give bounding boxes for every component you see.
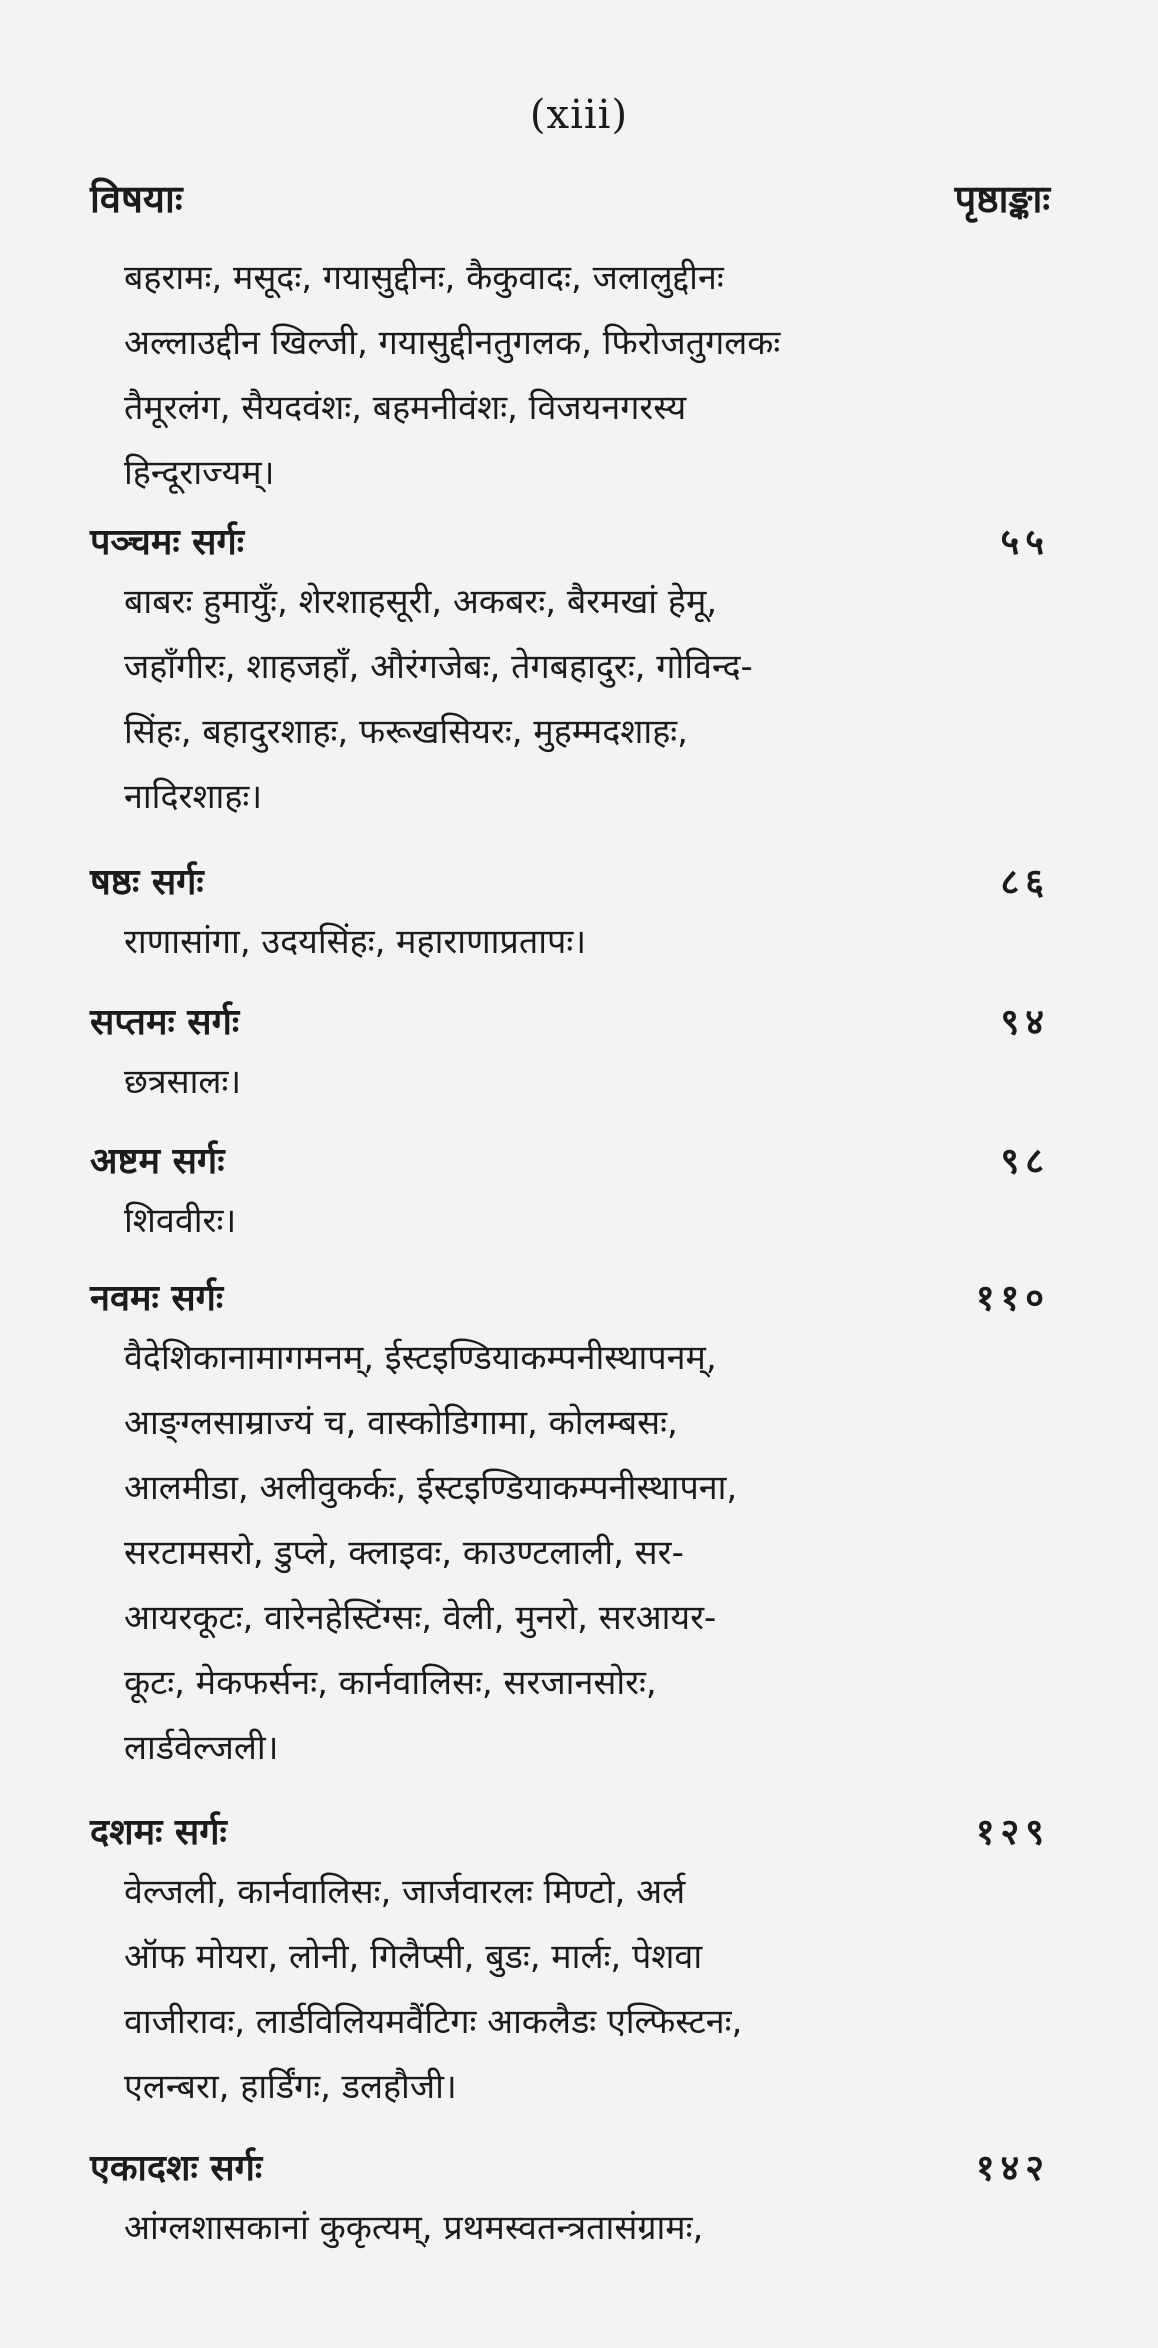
toc-entry <box>90 1272 1050 1781</box>
entry-heading <box>90 996 1050 1050</box>
entry-topics: बाबरः हुमायुँः, शेरशाहसूरी, अकबरः, बैरमखां हेमू, जहाँगीरः, शाहजहाँ, औरंगजेबः, तेगबहादुरः, गोविन्द- सिंहः, बहादुरशाहः, फरूखसियरः, मुहम्मदशाहः, नादिरशाहः। <box>124 582 753 817</box>
toc-entry <box>90 2142 1050 2261</box>
entry-topics: आंग्लशासकानां कुकृत्यम्, प्रथमस्वतन्त्रतासंग्रामः, <box>124 2208 704 2248</box>
entry-topics: राणासांगा, उदयसिंहः, महाराणाप्रतापः। <box>124 922 587 962</box>
entry-topics: बहरामः, मसूदः, गयासुद्दीनः, कैकुवादः, जलालुद्दीनः अल्लाउद्दीन खिल्जी, गयासुद्दीनतुगलक, फिरोजतुगलकः तैमूरलंग, सैयदवंशः, बहमनीवंशः, विजयनगरस्य हिन्दूराज्यम्। <box>124 258 781 493</box>
entry-heading <box>90 1806 1050 1860</box>
subjects-heading: विषयाः <box>90 177 183 221</box>
entry-page-number: ९८ <box>1000 1141 1050 1182</box>
entry-topics: वैदेशिकानामागमनम्, ईस्टइण्डियाकम्पनीस्थापनम्, आङ्ग्लसाम्राज्यं च, वास्कोडिगामा, कोलम्बसः, आलमीडा, अलीवुकर्कः, ईस्टइण्डियाकम्पनीस्थापना, सरटामसरो, डुप्ले, क्लाइवः, काउण्टलाली, सर- आयरकूटः, वारेनहेस्टिंग्सः, वेली, मुनरो, सरआयर- कूटः, मेकफर्सनः, कार्नवालिसः, सरजानसोरः, लार्डवेल्जली। <box>124 1338 738 1768</box>
toc-entry <box>90 1135 1050 1254</box>
entry-page-number: ११० <box>975 1278 1050 1319</box>
entry-title: नवमः सर्गः <box>90 1278 224 1319</box>
entry-title: सप्तमः सर्गः <box>90 1002 240 1043</box>
entry-page-number: ८६ <box>1000 862 1050 903</box>
page-number: (xiii) <box>529 92 629 138</box>
entry-topics: छत्रसालः। <box>124 1062 242 1102</box>
entry-page-number: १२९ <box>975 1812 1050 1853</box>
entry-page-number: १४२ <box>975 2148 1050 2189</box>
toc-entry <box>90 1806 1050 2120</box>
entry-page-number: ९४ <box>1000 1002 1050 1043</box>
entry-title: दशमः सर्गः <box>90 1812 227 1853</box>
toc-entry <box>90 856 1050 975</box>
entry-heading <box>90 516 1050 570</box>
toc-entry-intro <box>90 246 1050 506</box>
entry-heading <box>90 1135 1050 1189</box>
entry-topics: वेल्जली, कार्नवालिसः, जार्जवारलः मिण्टो, अर्ल ऑफ मोयरा, लोनी, गिलैप्सी, बुडः, मार्लः, पेशवा वाजीरावः, लार्डविलियमवैंटिगः आकलैडः एल्फिस्टनः, एलन्बरा, हार्डिंगः, डलहौजी। <box>124 1872 743 2107</box>
entry-page-number: ५५ <box>1000 522 1050 563</box>
page-numbers-heading: पृष्ठाङ्काः <box>954 177 1050 221</box>
toc-entry <box>90 516 1050 830</box>
entry-heading <box>90 2142 1050 2196</box>
toc-entry <box>90 996 1050 1115</box>
entry-topics: शिववीरः। <box>124 1201 237 1241</box>
entry-heading <box>90 856 1050 910</box>
toc-header <box>90 172 1050 224</box>
entry-title: षष्ठः सर्गः <box>90 862 204 903</box>
entry-heading <box>90 1272 1050 1326</box>
entry-title: पञ्चमः सर्गः <box>90 522 245 563</box>
entry-title: एकादशः सर्गः <box>90 2148 263 2189</box>
entry-title: अष्टम सर्गः <box>90 1141 225 1182</box>
